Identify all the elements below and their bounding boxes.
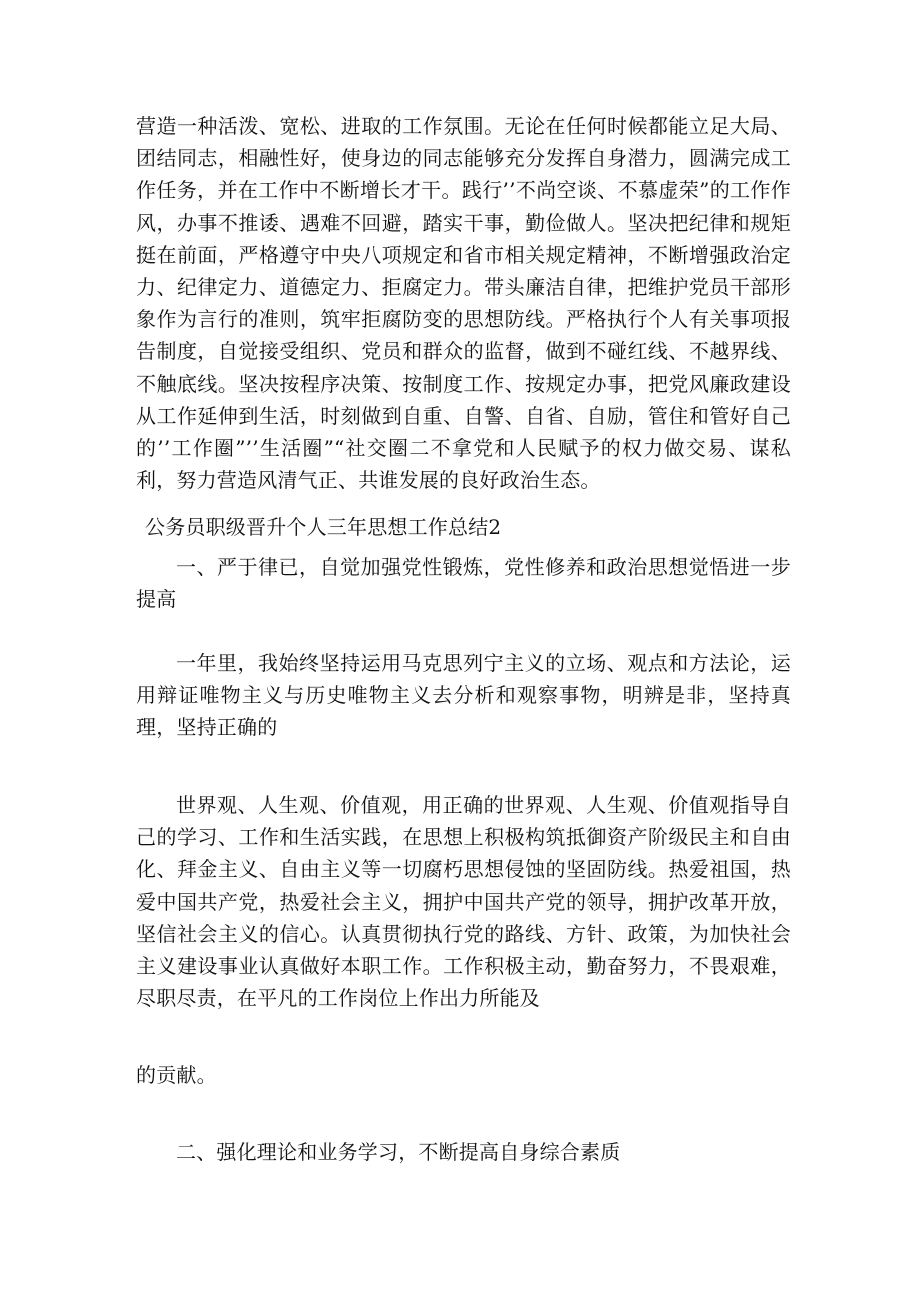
heading-one: 一、严于律已，自觉加强党性锻炼，党性修养和政治思想觉悟进一步提高 bbox=[136, 555, 791, 612]
section-title: 公务员职级晋升个人三年思想工作总结2 bbox=[145, 515, 502, 539]
heading-two: 二、强化理论和业务学习，不断提高自身综合素质 bbox=[176, 1140, 621, 1164]
body-paragraph-worldview: 世界观、人生观、价值观，用正确的世界观、人生观、价值观指导自己的学习、工作和生活实践，在思想上积极构筑抵御资产阶级民主和自由化、拜金主义、自由主义等一切腐朽思想侵蚀的坚固防线。热爱祖国，热爱中国共产党，热爱社会主义，拥护中国共产党的领导，拥护改革开放，坚信社会主义的信心。认真贯彻执行党的路线、方针、政策，为加快社会主义建设事业认真做好本职工作。工作积极主动，勤奋努力，不畏艰难，尽职尽责，在平凡的工作岗位上作出力所能及 bbox=[136, 793, 791, 1011]
body-paragraph-one-year: 一年里，我始终坚持运用马克思列宁主义的立场、观点和方法论，运用辩证唯物主义与历史唯物主义去分析和观察事物，明辨是非，坚持真理，坚持正确的 bbox=[136, 651, 791, 740]
body-paragraph-continuation: 营造一种活泼、宽松、进取的工作氛围。无论在任何时候都能立足大局、团结同志，相融性好，使身边的同志能够充分发挥自身潜力，圆满完成工作任务，并在工作中不断增长才干。践行’’不尚空谈、不慕虚荣”的工作作风，办事不推诿、遇难不回避，踏实干事，勤俭做人。坚决把纪律和规矩挺在前面，严格遵守中央八项规定和省市相关规定精神，不断增强政治定力、纪律定力、道德定力、拒腐定力。带头廉洁自律，把维护党员干部形象作为言行的准则，筑牢拒腐防变的思想防线。严格执行个人有关事项报告制度，自觉接受组织、党员和群众的监督，做到不碰红线、不越界线、不触底线。坚决按程序决策、按制度工作、按规定办事，把党风廉政建设从工作延伸到生活，时刻做到自重、自警、自省、自励，管住和管好自己的’’工作圈”’’生活圈”“社交圈二不拿党和人民赋予的权力做交易、谋私利，努力营造风清气正、共谁发展的良好政治生态。 bbox=[136, 114, 791, 493]
body-paragraph-contribution: 的贡献。 bbox=[136, 1063, 217, 1087]
